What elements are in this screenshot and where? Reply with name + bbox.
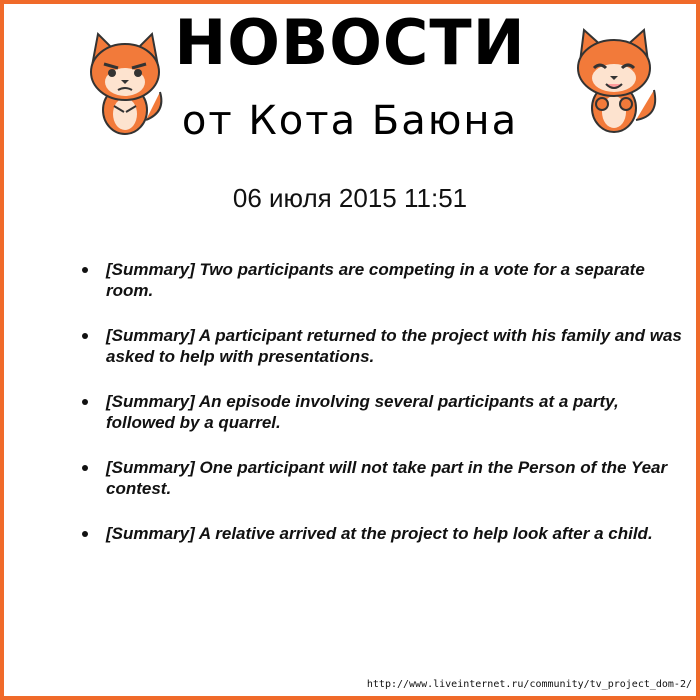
list-item: [82, 391, 682, 433]
page-title: НОВОСТИ: [174, 6, 526, 79]
news-list: [82, 259, 682, 568]
bullet-icon: [82, 267, 88, 273]
news-text: [Summary] An episode involving several participants at a party, followed by a quarrel.: [106, 392, 619, 432]
list-item: [82, 259, 682, 301]
bullet-icon: [82, 399, 88, 405]
happy-cat-icon: [564, 24, 664, 139]
list-item: [82, 457, 682, 499]
page-subtitle: от Кота Баюна: [181, 98, 519, 144]
news-text: [Summary] A participant returned to the project with his family and was asked to help with presentations.: [106, 326, 682, 366]
news-text: [Summary] Two participants are competing in a vote for a separate room.: [106, 260, 645, 300]
list-item: [82, 325, 682, 367]
news-text: [Summary] A relative arrived at the project to help look after a child.: [106, 524, 653, 543]
list-item: [82, 523, 682, 544]
source-url[interactable]: http://www.liveinternet.ru/community/tv_project_dom-2/: [366, 679, 692, 690]
news-text: [Summary] One participant will not take part in the Person of the Year contest.: [106, 458, 668, 498]
bullet-icon: [82, 333, 88, 339]
bullet-icon: [82, 531, 88, 537]
grumpy-cat-icon: [80, 28, 170, 138]
post-date: 06 июля 2015 11:51: [232, 183, 468, 213]
bullet-icon: [82, 465, 88, 471]
